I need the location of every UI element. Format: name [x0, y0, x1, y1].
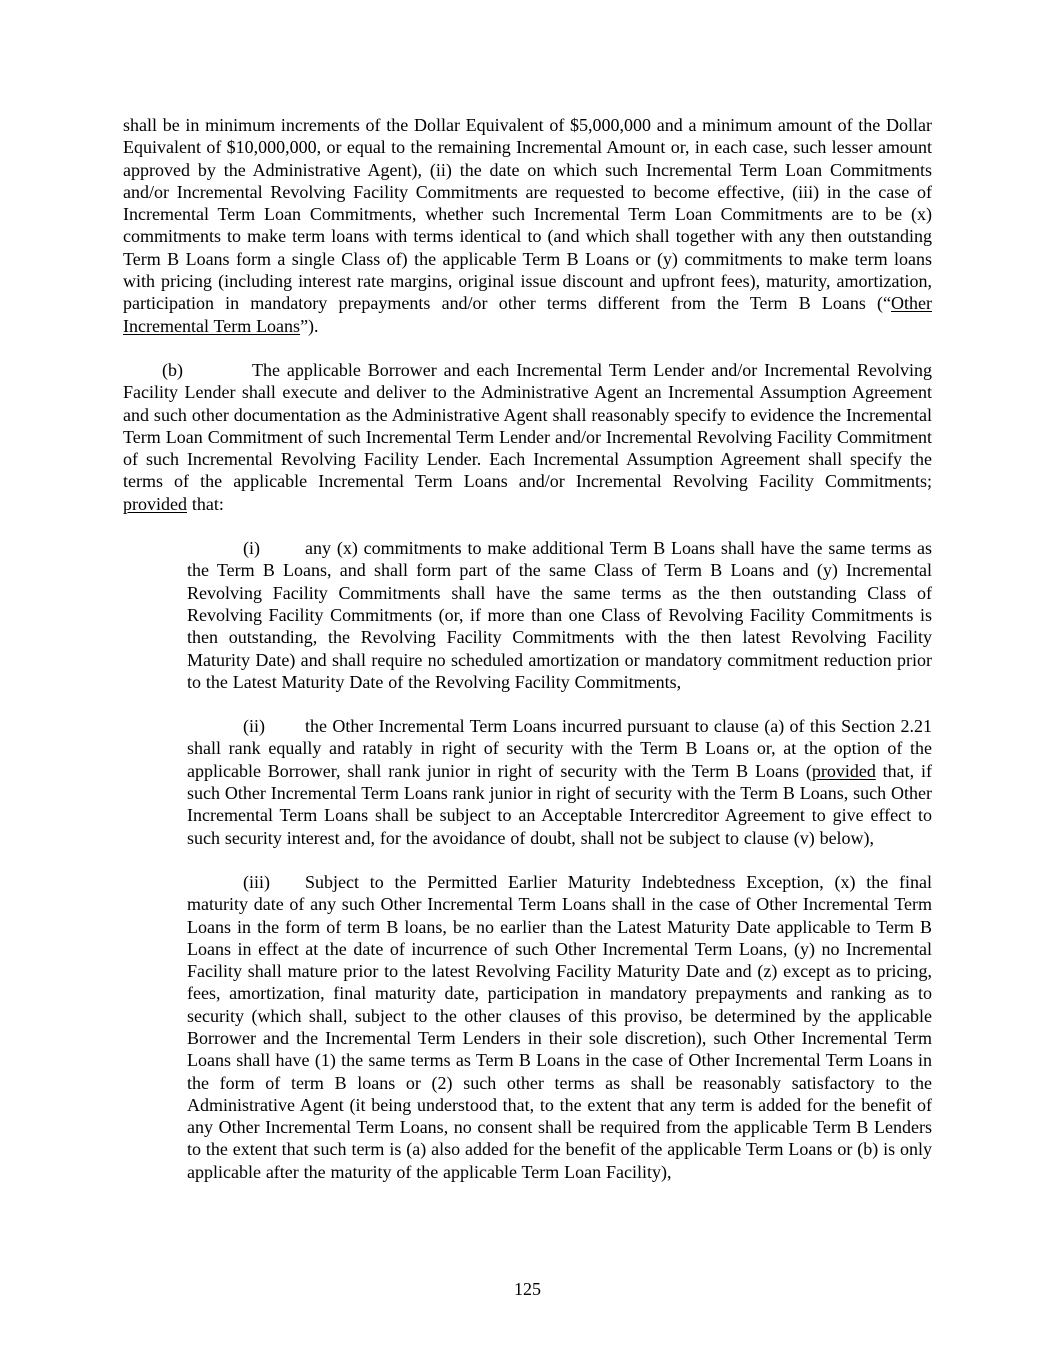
page-number: 125 — [514, 1279, 541, 1299]
page-content — [123, 114, 932, 1205]
clause-ii: (ii) the Other Incremental Term Loans incurred pursuant to clause (a) of this Section 2.21 shall rank equally and ratably in right of security with the Term B Loans or, at the option of the applicable Borrower, shall rank junior in right of security with the Term B Loans (provided that, if such Other Incremental Term Loans rank junior in right of security with the Term B Loans, such Other Incremental Term Loans shall be subject to an Acceptable Intercreditor Agreement to give effect to such security interest and, for the avoidance of doubt, shall not be subject to clause (v) below), — [187, 716, 932, 848]
paragraph-number-label: (iii) — [243, 871, 270, 892]
clause-iii: (iii) Subject to the Permitted Earlier Maturity Indebtedness Exception, (x) the final maturity date of any such Other Incremental Term Loans shall in the case of Other Incremental Term Loans in the form of term B loans, be no earlier than the Latest Maturity Date applicable to Term B Loans in effect at the date of incurrence of such Other Incremental Term Loans, (y) no Incremental Facility shall mature prior to the latest Revolving Facility Maturity Date and (z) except as to pricing, fees, amortization, final maturity date, participation in mandatory prepayments and ranking as to security (which shall, subject to the other clauses of this proviso, be determined by the applicable Borrower and the Incremental Term Lenders in their sole discretion), such Other Incremental Term Loans shall have (1) the same terms as Term B Loans in the case of Other Incremental Term Loans in the form of term B loans or (2) such other terms as shall be reasonably satisfactory to the Administrative Agent (it being understood that, to the extent that any term is added for the benefit of any Other Incremental Term Loans, no consent shall be required from the applicable Term B Lenders to the extent that such term is (a) also added for the benefit of the applicable Term Loans or (b) is only applicable after the maturity of the applicable Term Loan Facility), — [187, 871, 932, 1182]
clause-i: (i) any (x) commitments to make additional Term B Loans shall have the same terms as the Term B Loans, and shall form part of the same Class of Term B Loans and (y) Incremental Revolving Facility Commitments shall have the same terms as the then outstanding Class of Revolving Facility Commitments (or, if more than one Class of Revolving Facility Commitments is then outstanding, the Revolving Facility Commitments with the then latest Revolving Facility Maturity Date) and shall require no scheduled amortization or mandatory commitment reduction prior to the Latest Maturity Date of the Revolving Facility Commitments, — [187, 538, 932, 692]
paragraph-number-label: (b) — [162, 359, 183, 380]
paragraph-number-label: (ii) — [243, 716, 265, 737]
paragraph-b: (b) The applicable Borrower and each Incremental Term Lender and/or Incremental Revolving Facility Lender shall execute and deliver to the Administrative Agent an Incremental Assumption Agreement and such other documentation as the Administrative Agent shall reasonably specify to evidence the Incremental Term Loan Commitment of such Incremental Term Lender and/or Incremental Revolving Facility Commitment of such Incremental Revolving Facility Lender. Each Incremental Assumption Agreement shall specify the terms of the applicable Incremental Term Loans and/or Incremental Revolving Facility Commitments; provided that: — [123, 359, 932, 514]
continuation-paragraph: shall be in minimum increments of the Dollar Equivalent of $5,000,000 and a minimum amount of the Dollar Equivalent of $10,000,000, or equal to the remaining Incremental Amount or, in each case, such lesser amount approved by the Administrative Agent), (ii) the date on which such Incremental Term Loan Commitments and/or Incremental Revolving Facility Commitments are requested to become effective, (iii) in the case of Incremental Term Loan Commitments, whether such Incremental Term Loan Commitments are to be (x) commitments to make term loans with terms identical to (and which shall together with any then outstanding Term B Loans form a single Class of) the applicable Term B Loans or (y) commitments to make term loans with pricing (including interest rate margins, original issue discount and upfront fees), maturity, amortization, participation in mandatory prepayments and/or other terms different from the Term B Loans (“Other Incremental Term Loans”). — [123, 115, 932, 336]
paragraph-number-label: (i) — [243, 538, 260, 559]
